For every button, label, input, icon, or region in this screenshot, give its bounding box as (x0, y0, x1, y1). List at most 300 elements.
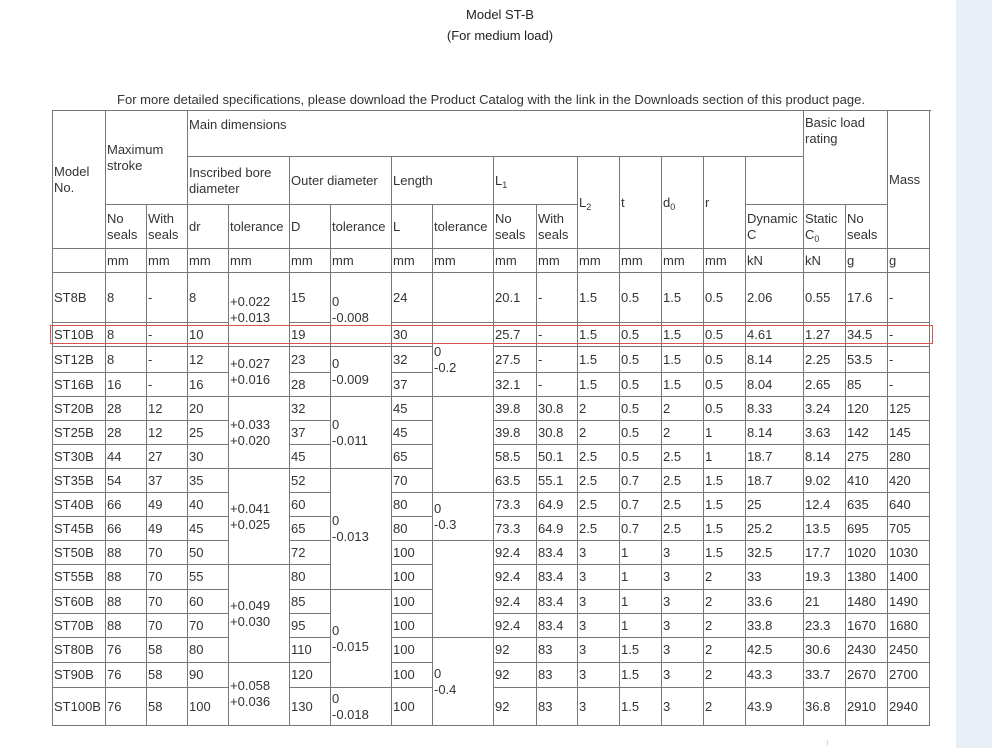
cell-stroke-no-seals: 88 (106, 590, 147, 614)
cell-stroke-with-seals: 70 (147, 541, 188, 565)
unit-cell: kN (804, 249, 846, 273)
cell-mass-with-seals: - (888, 273, 930, 323)
cell-dynamic-c: 32.5 (746, 541, 804, 565)
header-l2: $L_2$ (578, 157, 620, 249)
table-row (53, 323, 930, 347)
cell-d0: 3 (662, 565, 704, 590)
cell-l1-with-seals: 83.4 (537, 565, 578, 590)
cell-mass-with-seals: 145 (888, 421, 930, 445)
cell-bore-tolerance (229, 273, 290, 347)
cell-d0: 1.5 (662, 373, 704, 397)
unit-cell: mm (620, 249, 662, 273)
cell-mass-no-seals: 275 (846, 445, 888, 469)
header-l1-no-seals: No seals (494, 205, 537, 249)
cell-outer-tolerance-upper: 0 (332, 622, 340, 638)
cell-D: 95 (290, 614, 331, 638)
cell-l2: 3 (578, 688, 620, 726)
cell-l2: 2.5 (578, 493, 620, 517)
header-stroke-no-seals: No seals (106, 205, 147, 249)
header-main-dimensions: Main dimensions (188, 111, 804, 157)
cell-L: 100 (392, 614, 433, 638)
cell-l1-with-seals: 50.1 (537, 445, 578, 469)
cell-r: 1.5 (704, 517, 746, 541)
right-side-panel (956, 0, 992, 748)
cell-length-tolerance (433, 273, 494, 323)
cell-mass-with-seals: 2940 (888, 688, 930, 726)
cell-d0: 3 (662, 590, 704, 614)
cell-static-c0: 12.4 (804, 493, 846, 517)
unit-cell: kN (746, 249, 804, 273)
cell-stroke-no-seals: 66 (106, 517, 147, 541)
cell-d0: 3 (662, 541, 704, 565)
cell-L: 30 (392, 323, 433, 347)
cell-outer-tolerance (331, 590, 392, 688)
cell-l1-no-seals: 92 (494, 638, 537, 663)
cell-D: 37 (290, 421, 331, 445)
cell-l2: 1.5 (578, 323, 620, 347)
cell-l2: 2.5 (578, 517, 620, 541)
cell-static-c0: 13.5 (804, 517, 846, 541)
cell-l2: 3 (578, 638, 620, 663)
cell-model: ST20B (53, 397, 106, 421)
cell-bore-tolerance-upper: +0.022 (230, 293, 271, 309)
cell-mass-no-seals: 1480 (846, 590, 888, 614)
cell-bore-tolerance-lower: +0.020 (230, 432, 271, 448)
units-row (53, 249, 930, 273)
cell-l1-no-seals: 63.5 (494, 469, 537, 493)
cell-stroke-with-seals: 49 (147, 493, 188, 517)
cell-l1-no-seals: 73.3 (494, 517, 537, 541)
cell-L: 100 (392, 590, 433, 614)
cell-L: 100 (392, 688, 433, 726)
cell-mass-no-seals: 695 (846, 517, 888, 541)
cell-l1-no-seals: 39.8 (494, 421, 537, 445)
cell-outer-tolerance-upper: 0 (332, 355, 340, 371)
cell-stroke-no-seals: 28 (106, 421, 147, 445)
corner-marks: ⁝ (826, 739, 829, 748)
cell-d0: 2 (662, 397, 704, 421)
unit-cell: mm (229, 249, 290, 273)
cell-t: 1.5 (620, 688, 662, 726)
cell-model: ST50B (53, 541, 106, 565)
cell-l2: 2.5 (578, 445, 620, 469)
cell-bore-tolerance-lower: +0.013 (230, 309, 271, 325)
table-row (53, 273, 930, 323)
header-outer-diameter: Outer diameter (290, 157, 392, 205)
cell-L: 70 (392, 469, 433, 493)
cell-d0: 2.5 (662, 517, 704, 541)
cell-stroke-no-seals: 76 (106, 688, 147, 726)
cell-mass-no-seals: 2670 (846, 663, 888, 688)
cell-l1-with-seals: 83.4 (537, 590, 578, 614)
cell-L: 65 (392, 445, 433, 469)
cell-t: 0.7 (620, 493, 662, 517)
cell-t: 1.5 (620, 663, 662, 688)
cell-d0: 1.5 (662, 323, 704, 347)
cell-l1-with-seals: 83 (537, 638, 578, 663)
cell-l1-no-seals: 39.8 (494, 397, 537, 421)
cell-mass-with-seals: 705 (888, 517, 930, 541)
table-row (53, 397, 930, 421)
unit-cell (53, 249, 106, 273)
cell-t: 0.5 (620, 373, 662, 397)
cell-dynamic-c: 33.8 (746, 614, 804, 638)
cell-dynamic-c: 33 (746, 565, 804, 590)
cell-stroke-no-seals: 76 (106, 663, 147, 688)
cell-bore-tolerance-upper: +0.041 (230, 500, 271, 516)
cell-model: ST70B (53, 614, 106, 638)
cell-length-tolerance-lower: -0.3 (434, 516, 457, 532)
cell-stroke-with-seals: - (147, 347, 188, 373)
cell-l2: 1.5 (578, 373, 620, 397)
cell-dr: 60 (188, 590, 229, 614)
unit-cell: mm (578, 249, 620, 273)
cell-stroke-no-seals: 54 (106, 469, 147, 493)
cell-length-tolerance (433, 397, 494, 493)
header-basic-load-rating: Basic load rating (804, 111, 888, 205)
cell-L: 100 (392, 638, 433, 663)
cell-t: 0.5 (620, 273, 662, 323)
cell-mass-with-seals: 125 (888, 397, 930, 421)
cell-l1-with-seals: - (537, 347, 578, 373)
cell-model: ST16B (53, 373, 106, 397)
cell-r: 2 (704, 638, 746, 663)
cell-mass-with-seals: 1030 (888, 541, 930, 565)
cell-static-c0: 33.7 (804, 663, 846, 688)
header-max-stroke: Maximum stroke (106, 111, 188, 205)
cell-d0: 3 (662, 688, 704, 726)
cell-mass-no-seals: 1670 (846, 614, 888, 638)
cell-l1-no-seals: 92.4 (494, 614, 537, 638)
cell-l1-with-seals: 64.9 (537, 493, 578, 517)
cell-l2: 2 (578, 421, 620, 445)
cell-static-c0: 3.63 (804, 421, 846, 445)
cell-dr: 55 (188, 565, 229, 590)
cell-bore-tolerance (229, 469, 290, 565)
cell-l2: 1.5 (578, 347, 620, 373)
spec-table (52, 110, 930, 726)
cell-bore-tolerance (229, 565, 290, 663)
header-length-tolerance: tolerance (433, 205, 494, 249)
header-mass-no-seals: No seals (846, 205, 888, 249)
cell-l1-no-seals: 92 (494, 688, 537, 726)
cell-dr: 50 (188, 541, 229, 565)
cell-bore-tolerance (229, 397, 290, 469)
cell-length-tolerance (433, 323, 494, 397)
cell-model: ST100B (53, 688, 106, 726)
cell-d0: 2.5 (662, 445, 704, 469)
header-mass: Mass (888, 111, 930, 249)
cell-mass-with-seals: 1400 (888, 565, 930, 590)
cell-dr: 35 (188, 469, 229, 493)
unit-cell: mm (331, 249, 392, 273)
cell-outer-tolerance-upper: 0 (332, 513, 340, 528)
cell-stroke-with-seals: 70 (147, 565, 188, 590)
cell-l2: 2 (578, 397, 620, 421)
cell-l1-no-seals: 27.5 (494, 347, 537, 373)
cell-length-tolerance-upper: 0 (434, 665, 442, 681)
cell-outer-tolerance-lower: -0.018 (332, 706, 369, 722)
unit-cell: mm (662, 249, 704, 273)
cell-l1-with-seals: 64.9 (537, 517, 578, 541)
cell-static-c0: 2.65 (804, 373, 846, 397)
cell-dr: 12 (188, 347, 229, 373)
cell-dynamic-c: 8.14 (746, 421, 804, 445)
cell-stroke-no-seals: 44 (106, 445, 147, 469)
cell-D: 19 (290, 323, 331, 347)
cell-stroke-with-seals: 12 (147, 421, 188, 445)
cell-d0: 2.5 (662, 493, 704, 517)
cell-outer-tolerance (331, 273, 392, 347)
cell-D: 72 (290, 541, 331, 565)
cell-static-c0: 19.3 (804, 565, 846, 590)
cell-static-c0: 30.6 (804, 638, 846, 663)
cell-stroke-with-seals: 37 (147, 469, 188, 493)
header-l1: $L_1$ (494, 157, 578, 205)
cell-outer-tolerance (331, 469, 392, 590)
cell-static-c0: 8.14 (804, 445, 846, 469)
header-D: D (290, 205, 331, 249)
unit-cell: mm (494, 249, 537, 273)
cell-mass-no-seals: 635 (846, 493, 888, 517)
cell-dynamic-c: 25 (746, 493, 804, 517)
cell-L: 45 (392, 397, 433, 421)
cell-dr: 45 (188, 517, 229, 541)
cell-mass-with-seals: 2450 (888, 638, 930, 663)
header-dynamic-c: Dynamic C (746, 205, 804, 249)
header-L: L (392, 205, 433, 249)
cell-D: 60 (290, 493, 331, 517)
cell-r: 2 (704, 688, 746, 726)
cell-t: 0.5 (620, 323, 662, 347)
cell-mass-with-seals: 1680 (888, 614, 930, 638)
cell-outer-tolerance (331, 688, 392, 726)
cell-length-tolerance-lower: -0.4 (434, 681, 457, 697)
unit-cell: mm (106, 249, 147, 273)
cell-model: ST8B (53, 273, 106, 323)
cell-l2: 3 (578, 663, 620, 688)
cell-outer-tolerance-lower: -0.011 (332, 432, 368, 448)
cell-model: ST25B (53, 421, 106, 445)
page-subtitle: (For medium load) (446, 28, 554, 43)
cell-t: 0.5 (620, 445, 662, 469)
cell-dr: 90 (188, 663, 229, 688)
cell-mass-no-seals: 1380 (846, 565, 888, 590)
cell-t: 0.7 (620, 469, 662, 493)
cell-dr: 80 (188, 638, 229, 663)
cell-d0: 3 (662, 663, 704, 688)
cell-l1-no-seals: 92.4 (494, 541, 537, 565)
cell-D: 23 (290, 347, 331, 373)
catalog-note: For more detailed specifications, please download the Product Catalog with the link in the Downloads section of this product page. (117, 92, 865, 107)
cell-D: 45 (290, 445, 331, 469)
cell-dr: 8 (188, 273, 229, 323)
table-row (53, 541, 930, 565)
cell-t: 0.5 (620, 421, 662, 445)
cell-r: 1 (704, 421, 746, 445)
cell-l1-no-seals: 25.7 (494, 323, 537, 347)
cell-static-c0: 17.7 (804, 541, 846, 565)
cell-l1-with-seals: 83.4 (537, 541, 578, 565)
cell-bore-tolerance-upper: +0.049 (230, 597, 271, 613)
cell-dynamic-c: 42.5 (746, 638, 804, 663)
header-inscribed-bore: Inscribed bore diameter (188, 157, 290, 205)
cell-r: 0.5 (704, 347, 746, 373)
header-l1-with-seals: With seals (537, 205, 578, 249)
cell-r: 0.5 (704, 373, 746, 397)
header-length: Length (392, 157, 494, 205)
cell-D: 28 (290, 373, 331, 397)
cell-stroke-with-seals: 12 (147, 397, 188, 421)
cell-dr: 10 (188, 323, 229, 347)
cell-model: ST12B (53, 347, 106, 373)
cell-model: ST30B (53, 445, 106, 469)
cell-model: ST40B (53, 493, 106, 517)
cell-L: 100 (392, 565, 433, 590)
header-model-no: Model No. (53, 111, 106, 249)
cell-L: 100 (392, 541, 433, 565)
cell-L: 100 (392, 663, 433, 688)
cell-stroke-with-seals: 70 (147, 614, 188, 638)
cell-L: 80 (392, 493, 433, 517)
cell-length-tolerance (433, 638, 494, 726)
cell-l1-with-seals: 55.1 (537, 469, 578, 493)
header-static-c0: Static $C_0$ (804, 205, 846, 249)
cell-D: 15 (290, 273, 331, 323)
table-row (53, 493, 930, 517)
cell-stroke-with-seals: 27 (147, 445, 188, 469)
cell-bore-tolerance (229, 347, 290, 397)
cell-dynamic-c: 2.06 (746, 273, 804, 323)
cell-outer-tolerance-upper: 0 (332, 416, 340, 432)
cell-d0: 3 (662, 614, 704, 638)
unit-cell: mm (147, 249, 188, 273)
cell-dr: 25 (188, 421, 229, 445)
cell-mass-no-seals: 2910 (846, 688, 888, 726)
cell-bore-tolerance-lower: +0.025 (230, 516, 271, 532)
header-outer-tolerance: tolerance (331, 205, 392, 249)
cell-t: 1.5 (620, 638, 662, 663)
cell-r: 0.5 (704, 273, 746, 323)
cell-model: ST60B (53, 590, 106, 614)
cell-stroke-no-seals: 16 (106, 373, 147, 397)
cell-mass-with-seals: - (888, 323, 930, 347)
cell-dynamic-c: 8.33 (746, 397, 804, 421)
unit-cell: mm (433, 249, 494, 273)
cell-l1-with-seals: 83 (537, 688, 578, 726)
cell-length-tolerance-lower: -0.2 (434, 359, 457, 375)
unit-cell: mm (704, 249, 746, 273)
cell-stroke-with-seals: - (147, 273, 188, 323)
cell-D: 65 (290, 517, 331, 541)
cell-length-tolerance (433, 541, 494, 638)
cell-L: 37 (392, 373, 433, 397)
cell-stroke-no-seals: 66 (106, 493, 147, 517)
cell-mass-no-seals: 142 (846, 421, 888, 445)
cell-mass-with-seals: 420 (888, 469, 930, 493)
cell-t: 0.5 (620, 347, 662, 373)
cell-mass-with-seals: 640 (888, 493, 930, 517)
unit-cell: mm (188, 249, 229, 273)
scroll-gutter (940, 0, 956, 748)
cell-l2: 1.5 (578, 273, 620, 323)
cell-model: ST45B (53, 517, 106, 541)
cell-l2: 3 (578, 541, 620, 565)
cell-l1-no-seals: 58.5 (494, 445, 537, 469)
cell-l1-with-seals: 30.8 (537, 421, 578, 445)
cell-stroke-with-seals: 58 (147, 663, 188, 688)
header-stroke-with-seals: With seals (147, 205, 188, 249)
cell-static-c0: 1.27 (804, 323, 846, 347)
cell-dr: 30 (188, 445, 229, 469)
cell-outer-tolerance-upper: 0 (332, 690, 340, 706)
cell-stroke-no-seals: 8 (106, 347, 147, 373)
cell-model: ST90B (53, 663, 106, 688)
cell-mass-no-seals: 410 (846, 469, 888, 493)
cell-model: ST35B (53, 469, 106, 493)
cell-l1-no-seals: 92 (494, 663, 537, 688)
cell-static-c0: 3.24 (804, 397, 846, 421)
cell-stroke-no-seals: 88 (106, 565, 147, 590)
cell-t: 1 (620, 590, 662, 614)
cell-l1-no-seals: 92.4 (494, 590, 537, 614)
cell-d0: 3 (662, 638, 704, 663)
cell-mass-no-seals: 85 (846, 373, 888, 397)
cell-L: 24 (392, 273, 433, 323)
cell-dr: 16 (188, 373, 229, 397)
cell-dynamic-c: 8.14 (746, 347, 804, 373)
unit-cell: g (846, 249, 888, 273)
unit-cell: g (888, 249, 930, 273)
cell-D: 110 (290, 638, 331, 663)
cell-length-tolerance-upper: 0 (434, 500, 442, 516)
cell-mass-with-seals: - (888, 347, 930, 373)
page-title: Model ST-B (466, 7, 534, 22)
cell-D: 80 (290, 565, 331, 590)
cell-model: ST80B (53, 638, 106, 663)
cell-mass-no-seals: 34.5 (846, 323, 888, 347)
cell-t: 1 (620, 541, 662, 565)
cell-dynamic-c: 43.9 (746, 688, 804, 726)
cell-l2: 3 (578, 565, 620, 590)
cell-dr: 40 (188, 493, 229, 517)
cell-r: 2 (704, 565, 746, 590)
cell-L: 45 (392, 421, 433, 445)
cell-stroke-with-seals: 58 (147, 688, 188, 726)
cell-l2: 3 (578, 590, 620, 614)
cell-d0: 2.5 (662, 469, 704, 493)
cell-r: 2 (704, 663, 746, 688)
cell-l1-no-seals: 92.4 (494, 565, 537, 590)
cell-L: 32 (392, 347, 433, 373)
cell-dr: 100 (188, 688, 229, 726)
cell-bore-tolerance-lower: +0.036 (230, 694, 271, 709)
cell-dynamic-c: 8.04 (746, 373, 804, 397)
cell-stroke-no-seals: 88 (106, 541, 147, 565)
cell-bore-tolerance-upper: +0.058 (230, 678, 271, 693)
cell-mass-no-seals: 2430 (846, 638, 888, 663)
cell-d0: 1.5 (662, 273, 704, 323)
cell-bore-tolerance-lower: +0.030 (230, 613, 271, 629)
cell-stroke-no-seals: 76 (106, 638, 147, 663)
cell-dynamic-c: 18.7 (746, 445, 804, 469)
cell-r: 1.5 (704, 493, 746, 517)
cell-L: 80 (392, 517, 433, 541)
header-t: t (620, 157, 662, 249)
cell-stroke-no-seals: 88 (106, 614, 147, 638)
cell-D: 85 (290, 590, 331, 614)
cell-r: 2 (704, 590, 746, 614)
